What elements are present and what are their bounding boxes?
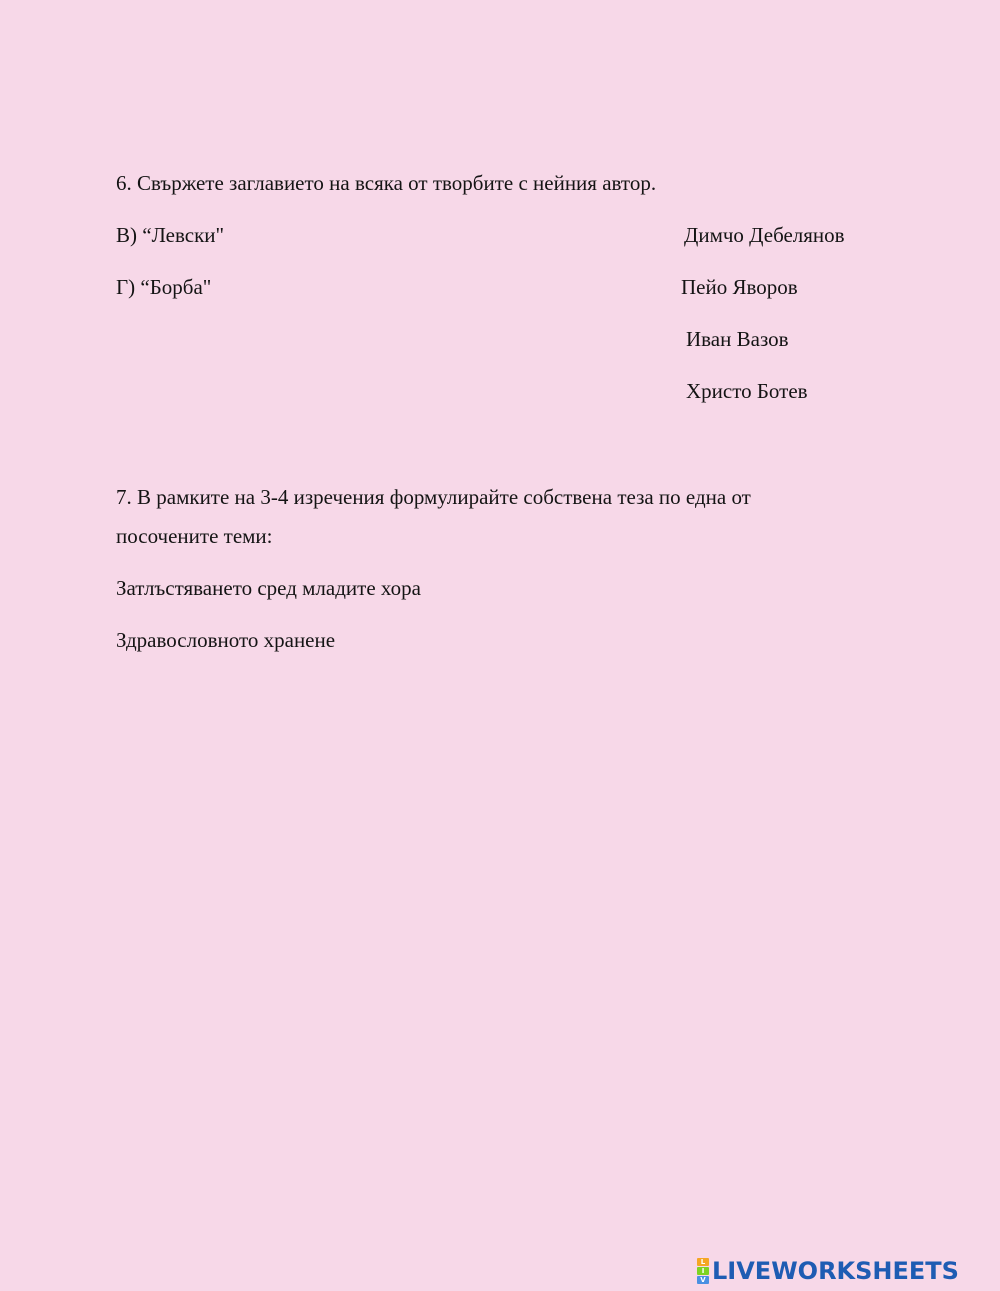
q6-item-v: В) “Левски" [116,223,225,247]
q6-author-debelyanov: Димчо Дебелянов [684,223,845,247]
question-7-text-line1: 7. В рамките на 3-4 изречения формулирайте собствена теза по една от [116,485,751,509]
liveworksheets-logo [697,1256,959,1286]
logo-letter-i: I [697,1267,709,1275]
logo-letter-l: L [697,1258,709,1266]
question-6-text: 6. Свържете заглавието на всяка от творбите с нейния автор. [116,171,657,195]
q7-topic-healthy-eating: Здравословното хранене [116,628,336,652]
q6-author-botev: Христо Ботев [686,379,808,403]
q6-item-g: Г) “Борба" [116,275,212,299]
live-mark-icon [697,1258,709,1284]
logo-text: LIVEWORKSHEETS [712,1257,959,1285]
q6-author-vazov: Иван Вазов [686,327,789,351]
q6-author-yavorov: Пейо Яворов [681,275,798,299]
q7-topic-obesity: Затлъстяването сред младите хора [116,576,421,600]
logo-letter-v: V [697,1276,709,1284]
question-7-text-line2: посочените теми: [116,524,273,548]
